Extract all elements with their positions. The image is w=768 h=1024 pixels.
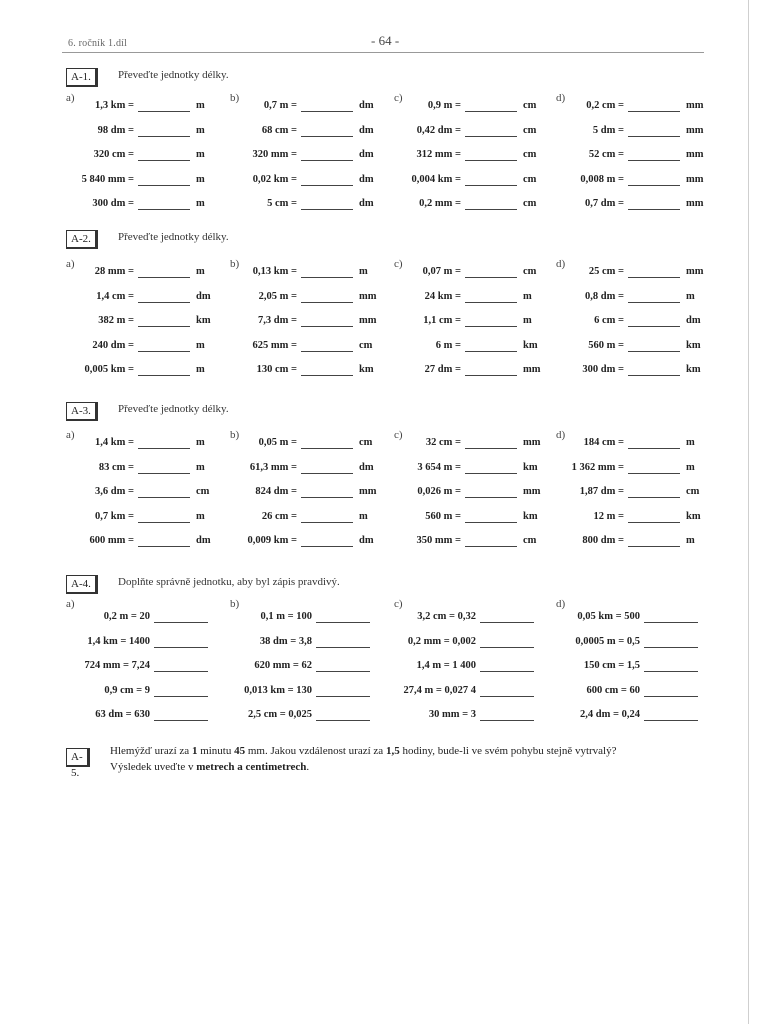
exercise-expression [177,486,297,502]
exercise-expression [177,100,297,116]
target-unit: km [686,364,701,375]
expression-text: 27 dm = [424,364,461,375]
target-unit: mm [686,198,704,209]
answer-blank[interactable] [628,448,680,449]
expression-text: 320 cm = [93,149,134,160]
a5-question-line-1: Hlemýžď urazí za 1 minutu 45 mm. Jakou vzdálenost urazí za 1,5 hodiny, bude-li ve svém pohybu stejně vytrvalý? [110,745,617,757]
expression-text: 0,026 m = [417,486,461,497]
exercise-expression [14,198,134,214]
section-a2-heading [66,230,366,248]
exercise-expression [341,486,461,502]
exercise-expression [504,100,624,116]
exercise-expression [504,291,624,307]
unit-answer-blank[interactable] [644,671,698,672]
column-letter: a) [66,429,75,441]
expression-text: 6 m = [435,340,461,351]
running-header: 6. ročník 1.díl [68,38,128,49]
exercise-expression [14,315,134,331]
column-letter: c) [394,598,403,610]
expression-text: 5 dm = [592,125,624,136]
expression-text: 0,05 m = [258,437,297,448]
target-unit: mm [359,315,377,326]
expression-text: 350 mm = [416,535,461,546]
target-unit: mm [686,100,704,111]
expression-text: 1,4 cm = [96,291,134,302]
expression-text: 0,9 m = [427,100,461,111]
section-a4-heading [66,575,406,593]
expression-text: 0,8 dm = [585,291,624,302]
expression-text: 0,008 m = [580,174,624,185]
expression-text: 0,13 km = [252,266,297,277]
exercise-expression [14,125,134,141]
exercise-expression [504,315,624,331]
target-unit: cm [523,198,537,209]
answer-blank[interactable] [628,375,680,376]
target-unit: mm [686,174,704,185]
exercise-expression [14,486,134,502]
expression-text: 52 cm = [588,149,624,160]
exercise-expression [504,364,624,380]
exercise-expression [504,125,624,141]
expression-text: 382 m = [98,315,134,326]
target-unit: m [686,535,695,546]
unit-answer-blank[interactable] [644,696,698,697]
exercise-expression [177,198,297,214]
target-unit: m [196,125,205,136]
completion-expression [326,660,476,676]
expression-text: 0,05 km = 500 [577,611,640,622]
exercise-expression [177,364,297,380]
exercise-expression [14,437,134,453]
completion-expression [0,636,150,652]
answer-blank[interactable] [628,546,680,547]
target-unit: m [686,437,695,448]
expression-text: 68 cm = [261,125,297,136]
expression-text: 620 mm = 62 [254,660,312,671]
answer-blank[interactable] [628,351,680,352]
target-unit: mm [686,149,704,160]
section-instruction: Převeďte jednotky délky. [118,403,229,415]
target-unit: mm [523,364,541,375]
expression-text: 2,5 cm = 0,025 [247,709,312,720]
completion-expression [0,685,150,701]
expression-text: 0,07 m = [422,266,461,277]
expression-text: 1 362 mm = [571,462,624,473]
target-unit: km [196,315,211,326]
target-unit: dm [359,149,374,160]
completion-expression [490,660,640,676]
answer-blank[interactable] [628,522,680,523]
expression-text: 300 dm = [92,198,134,209]
exercise-expression [14,291,134,307]
expression-text: 2,4 dm = 0,24 [580,709,640,720]
completion-expression [490,685,640,701]
expression-text: 0,9 cm = 9 [104,685,150,696]
target-unit: m [196,364,205,375]
completion-expression [326,685,476,701]
expression-text: 7,3 dm = [258,315,297,326]
target-unit: m [196,174,205,185]
exercise-expression [341,291,461,307]
section-instruction: Doplňte správně jednotku, aby byl zápis pravdivý. [118,576,340,588]
target-unit: m [196,198,205,209]
target-unit: cm [196,486,210,497]
expression-text: 560 m = [588,340,624,351]
expression-text: 0,0005 m = 0,5 [575,636,640,647]
unit-answer-blank[interactable] [644,647,698,648]
expression-text: 0,2 m = 20 [103,611,150,622]
column-letter: b) [230,258,240,270]
expression-text: 61,3 mm = [249,462,297,473]
exercise-expression [504,535,624,551]
target-unit: dm [359,174,374,185]
column-letter: c) [394,258,403,270]
expression-text: 0,2 mm = 0,002 [407,636,476,647]
expression-text: 1,4 km = [95,437,134,448]
target-unit: mm [359,291,377,302]
exercise-expression [177,174,297,190]
expression-text: 130 cm = [256,364,297,375]
target-unit: m [196,100,205,111]
unit-answer-blank[interactable] [644,622,698,623]
expression-text: 12 m = [593,511,624,522]
exercise-expression [504,437,624,453]
expression-text: 0,004 km = [411,174,461,185]
expression-text: 3,6 dm = [95,486,134,497]
expression-text: 724 mm = 7,24 [84,660,150,671]
section-instruction: Převeďte jednotky délky. [118,69,229,81]
target-unit: m [359,266,368,277]
target-unit: km [523,511,538,522]
expression-text: 560 m = [425,511,461,522]
target-unit: cm [523,125,537,136]
exercise-expression [504,462,624,478]
target-unit: mm [523,437,541,448]
target-unit: km [523,462,538,473]
column-letter: c) [394,92,403,104]
target-unit: dm [359,100,374,111]
target-unit: dm [359,198,374,209]
exercise-expression [341,364,461,380]
target-unit: km [686,511,701,522]
target-unit: mm [686,125,704,136]
answer-blank[interactable] [628,209,680,210]
target-unit: cm [523,535,537,546]
expression-text: 0,7 km = [95,511,134,522]
target-unit: cm [523,100,537,111]
section-label: A-4. [66,575,98,594]
exercise-expression [14,149,134,165]
exercise-expression [177,535,297,551]
expression-text: 2,05 m = [258,291,297,302]
target-unit: km [523,340,538,351]
exercise-expression [14,340,134,356]
section-label: A-3. [66,402,98,421]
column-letter: a) [66,598,75,610]
page-number: - 64 - [371,33,400,48]
expression-text: 312 mm = [416,149,461,160]
answer-blank[interactable] [628,185,680,186]
completion-expression [0,660,150,676]
completion-expression [0,611,150,627]
target-unit: mm [686,266,704,277]
section-label: A-2. [66,230,98,249]
expression-text: 0,2 cm = [586,100,624,111]
column-letter: b) [230,598,240,610]
expression-text: 24 km = [424,291,461,302]
expression-text: 83 cm = [98,462,134,473]
expression-text: 0,1 m = 100 [260,611,312,622]
expression-text: 63 dm = 630 [95,709,150,720]
exercise-expression [14,511,134,527]
exercise-expression [504,511,624,527]
target-unit: m [686,462,695,473]
expression-text: 98 dm = [97,125,134,136]
expression-text: 240 dm = [92,340,134,351]
expression-text: 25 cm = [588,266,624,277]
target-unit: m [196,511,205,522]
exercise-expression [14,462,134,478]
exercise-expression [177,125,297,141]
exercise-expression [14,535,134,551]
expression-text: 3,2 cm = 0,32 [417,611,476,622]
column-letter: b) [230,429,240,441]
expression-text: 3 654 m = [417,462,461,473]
section-a1-heading [66,68,366,86]
expression-text: 0,005 km = [84,364,134,375]
target-unit: cm [523,149,537,160]
expression-text: 32 cm = [425,437,461,448]
answer-blank[interactable] [628,473,680,474]
expression-text: 1,3 km = [95,100,134,111]
target-unit: mm [359,486,377,497]
exercise-expression [177,340,297,356]
exercise-expression [504,486,624,502]
target-unit: cm [523,266,537,277]
expression-text: 5 840 mm = [81,174,134,185]
expression-text: 0,7 dm = [585,198,624,209]
target-unit: m [196,437,205,448]
column-letter: d) [556,92,566,104]
target-unit: m [196,340,205,351]
a5-question-line-2: Výsledek uveďte v metrech a centimetrech. [110,761,310,773]
answer-blank[interactable] [628,111,680,112]
exercise-expression [341,266,461,282]
expression-text: 1,4 m = 1 400 [416,660,476,671]
answer-blank[interactable] [628,497,680,498]
expression-text: 6 cm = [594,315,624,326]
expression-text: 0,013 km = 130 [244,685,312,696]
exercise-expression [14,174,134,190]
expression-text: 1,87 dm = [579,486,624,497]
section-label: A-1. [66,68,98,87]
completion-expression [326,636,476,652]
exercise-expression [341,315,461,331]
exercise-expression [341,174,461,190]
completion-expression [490,709,640,725]
target-unit: m [359,511,368,522]
exercise-expression [177,315,297,331]
column-letter: b) [230,92,240,104]
target-unit: cm [359,437,373,448]
expression-text: 27,4 m = 0,027 4 [403,685,476,696]
exercise-expression [341,198,461,214]
completion-expression [490,611,640,627]
page-edge-line [748,0,749,1024]
target-unit: km [359,364,374,375]
completion-expression [326,709,476,725]
target-unit: mm [523,486,541,497]
exercise-expression [177,266,297,282]
target-unit: dm [359,462,374,473]
target-unit: dm [686,315,701,326]
unit-answer-blank[interactable] [644,720,698,721]
exercise-expression [14,266,134,282]
exercise-expression [504,198,624,214]
target-unit: cm [523,174,537,185]
section-a3-heading [66,402,366,420]
column-letter: d) [556,598,566,610]
exercise-expression [14,100,134,116]
expression-text: 38 dm = 3,8 [259,636,312,647]
column-letter: c) [394,429,403,441]
exercise-expression [504,340,624,356]
column-letter: d) [556,258,566,270]
expression-text: 0,2 mm = [419,198,461,209]
expression-text: 26 cm = [261,511,297,522]
exercise-expression [341,125,461,141]
expression-text: 320 mm = [252,149,297,160]
exercise-expression [341,535,461,551]
expression-text: 5 cm = [267,198,297,209]
answer-blank[interactable] [628,160,680,161]
column-letter: a) [66,258,75,270]
expression-text: 625 mm = [252,340,297,351]
target-unit: m [523,291,532,302]
expression-text: 0,009 km = [247,535,297,546]
exercise-expression [504,149,624,165]
expression-text: 1,4 km = 1400 [87,636,150,647]
exercise-expression [341,149,461,165]
exercise-expression [177,149,297,165]
answer-blank[interactable] [628,136,680,137]
expression-text: 800 dm = [582,535,624,546]
header-rule [62,52,704,53]
completion-expression [0,709,150,725]
target-unit: dm [196,291,211,302]
exercise-expression [504,266,624,282]
target-unit: dm [359,535,374,546]
column-letter: d) [556,429,566,441]
target-unit: cm [359,340,373,351]
expression-text: 150 cm = 1,5 [583,660,640,671]
expression-text: 0,02 km = [252,174,297,185]
target-unit: dm [359,125,374,136]
answer-blank[interactable] [628,326,680,327]
exercise-expression [341,437,461,453]
exercise-expression [341,100,461,116]
expression-text: 1,1 cm = [423,315,461,326]
exercise-expression [504,174,624,190]
completion-expression [162,660,312,676]
completion-expression [162,611,312,627]
exercise-expression [341,511,461,527]
expression-text: 0,42 dm = [416,125,461,136]
target-unit: cm [686,486,700,497]
exercise-expression [14,364,134,380]
expression-text: 184 cm = [583,437,624,448]
exercise-expression [341,462,461,478]
expression-text: 28 mm = [94,266,134,277]
exercise-expression [177,462,297,478]
section-instruction: Převeďte jednotky délky. [118,231,229,243]
exercise-expression [341,340,461,356]
exercise-expression [177,511,297,527]
expression-text: 30 mm = 3 [428,709,476,720]
target-unit: m [686,291,695,302]
completion-expression [162,709,312,725]
exercise-expression [177,291,297,307]
completion-expression [326,611,476,627]
expression-text: 0,7 m = [263,100,297,111]
expression-text: 824 dm = [255,486,297,497]
completion-expression [162,636,312,652]
target-unit: m [196,149,205,160]
expression-text: 300 dm = [582,364,624,375]
completion-expression [162,685,312,701]
exercise-expression [177,437,297,453]
target-unit: m [523,315,532,326]
target-unit: m [196,462,205,473]
target-unit: m [196,266,205,277]
completion-expression [490,636,640,652]
answer-blank[interactable] [628,302,680,303]
expression-text: 600 mm = [89,535,134,546]
answer-blank[interactable] [628,277,680,278]
section-label: A-5. [66,748,90,767]
column-letter: a) [66,92,75,104]
target-unit: km [686,340,701,351]
target-unit: dm [196,535,211,546]
expression-text: 600 cm = 60 [586,685,640,696]
